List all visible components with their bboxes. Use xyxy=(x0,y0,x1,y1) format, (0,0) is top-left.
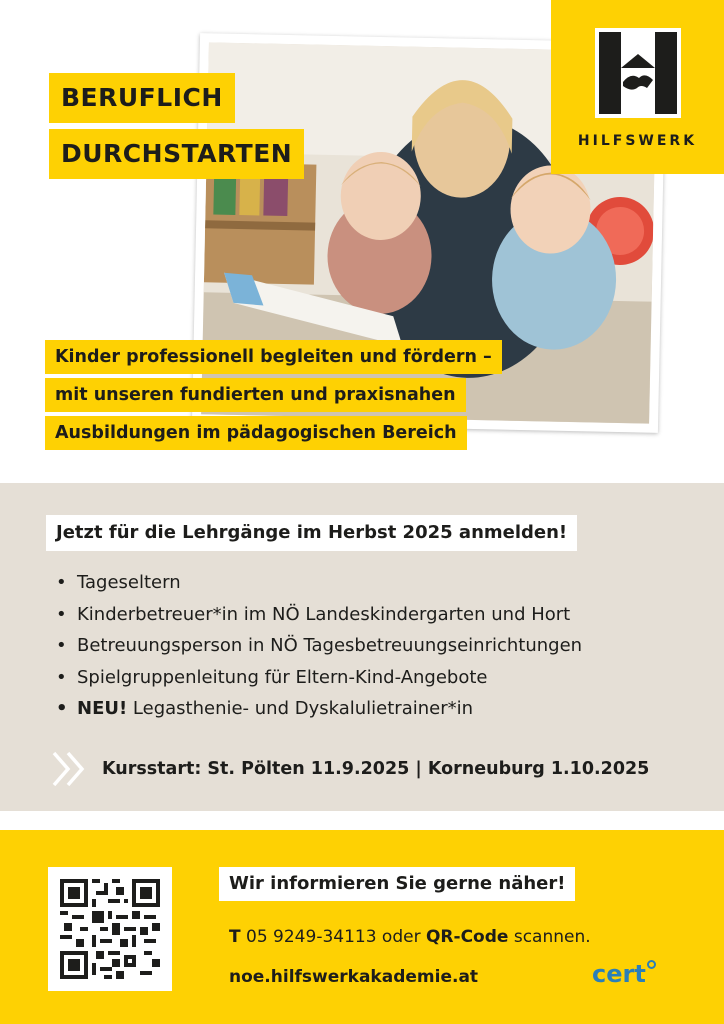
course-section xyxy=(0,483,724,811)
kursstart-label: Kursstart: xyxy=(102,759,202,779)
subline-line-2: mit unseren fundierten und praxisnahen xyxy=(45,378,466,412)
cert-logo xyxy=(592,958,656,990)
course-label: Betreuungsperson in NÖ Tagesbetreuungseinrichtungen xyxy=(77,635,583,656)
course-prefix-new: NEU! xyxy=(77,698,128,719)
list-item xyxy=(56,693,582,725)
cert-wordmark: cert xyxy=(592,960,646,988)
course-label: Legasthenie- und Dyskalulietrainer*in xyxy=(127,698,474,719)
course-label: Spielgruppenleitung für Eltern-Kind-Angebote xyxy=(77,666,488,688)
website-link[interactable]: noe.hilfswerkakademie.at xyxy=(229,967,479,987)
bullet: • xyxy=(56,572,67,593)
headline-line-2: DURCHSTARTEN xyxy=(49,129,304,179)
headline-line-1: BERUFLICH xyxy=(49,73,235,123)
bullet: • xyxy=(56,666,67,688)
hilfswerk-logo xyxy=(551,0,724,174)
bullet: • xyxy=(56,698,68,719)
course-label: Kinderbetreuer*in im NÖ Landeskindergarten und Hort xyxy=(77,603,571,625)
qr-label: QR-Code xyxy=(425,927,509,947)
double-chevron-right-icon xyxy=(50,749,90,789)
list-item xyxy=(56,599,582,631)
phone-prefix: T xyxy=(229,927,241,947)
info-title: Wir informieren Sie gerne näher! xyxy=(219,867,575,901)
subline-line-3: Ausbildungen im pädagogischen Bereich xyxy=(45,416,467,450)
bullet: • xyxy=(56,603,67,625)
registration-cta: Jetzt für die Lehrgänge im Herbst 2025 anmelden! xyxy=(46,515,577,551)
phone-number[interactable]: 05 9249-34113 oder xyxy=(240,927,426,947)
subline xyxy=(45,340,502,454)
phone-suffix: scannen. xyxy=(508,927,591,947)
logo-wordmark: HILFSWERK xyxy=(577,133,698,149)
course-list xyxy=(56,567,582,725)
headline xyxy=(49,73,304,185)
kursstart-text: St. Pölten 11.9.2025 | Korneuburg 1.10.2025 xyxy=(201,759,650,779)
qr-code-icon xyxy=(60,879,160,979)
course-label: Tageseltern xyxy=(77,572,181,593)
list-item xyxy=(56,567,582,599)
subline-line-1: Kinder professionell begleiten und fördern – xyxy=(45,340,502,374)
house-handshake-icon xyxy=(595,28,681,118)
bullet: • xyxy=(56,635,67,656)
contact-footer xyxy=(0,830,724,1024)
phone-line xyxy=(229,923,591,951)
qr-code[interactable] xyxy=(48,867,172,991)
cert-ring-icon xyxy=(647,960,656,969)
list-item xyxy=(56,630,582,662)
list-item xyxy=(56,662,582,694)
course-start-dates xyxy=(102,755,649,783)
